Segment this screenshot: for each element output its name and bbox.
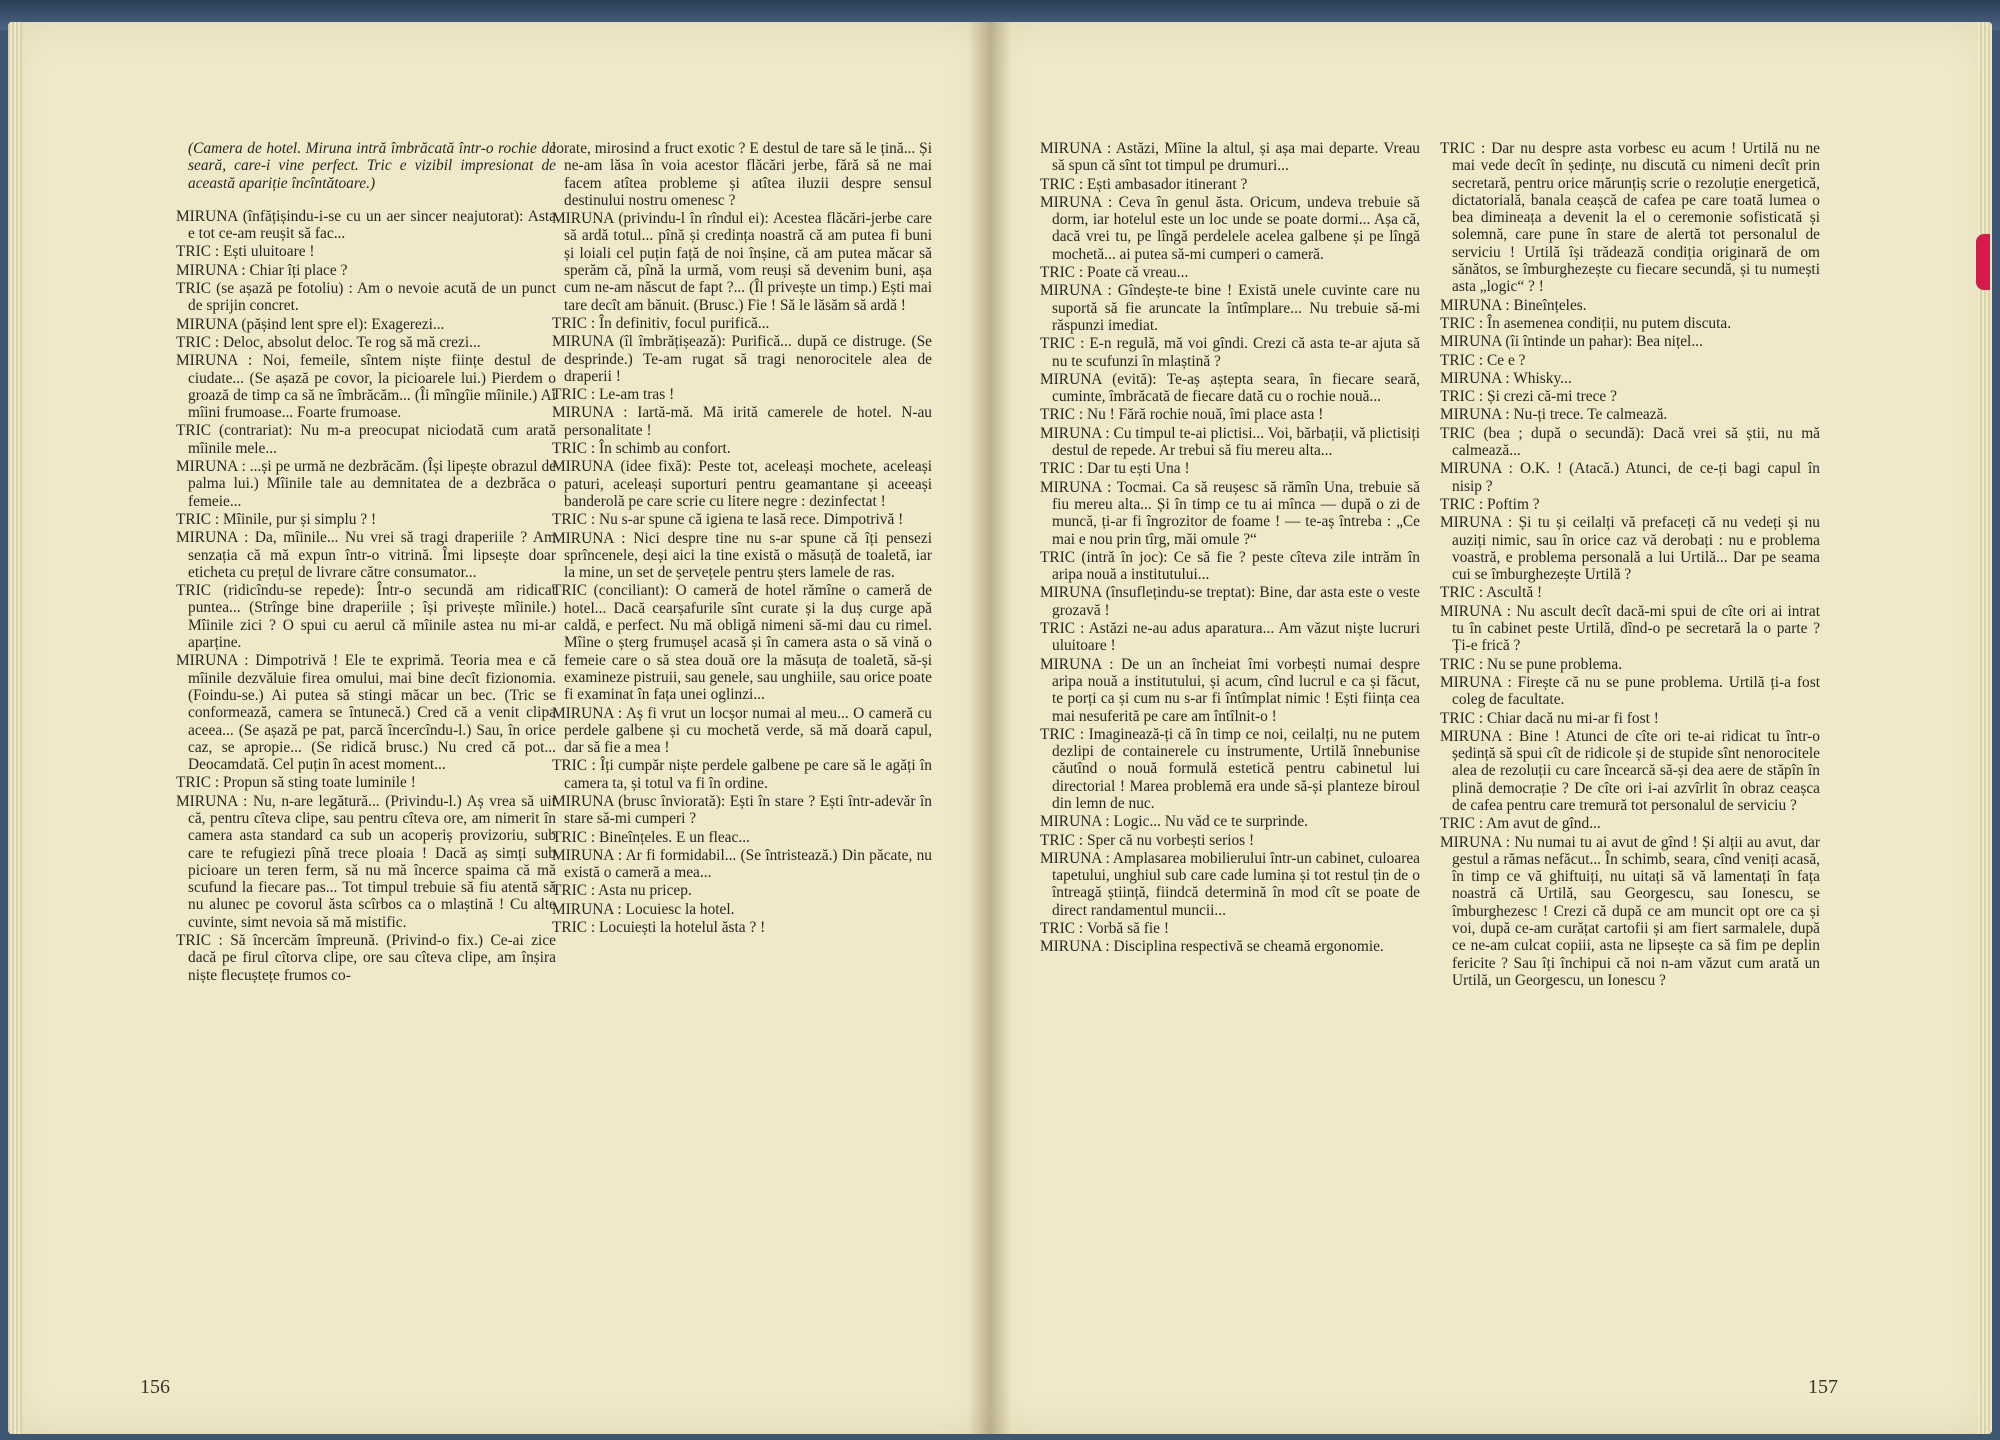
dialogue-paragraph: MIRUNA (privindu-l în rîndul ei): Acestea flăcări-jerbe care să ardă totul... pînă și credința noastră că am putea fi buni și loiali cel puțin față de noi înșine, că am putea măcar să sperăm că, pînă la urmă, vom reuși să devenim buni, așa cum ne-am născut de fapt ?... (Îl privește un timp.) Ești mai tare decît am bănuit. (Brusc.) Fie ! Să le lăsăm să ardă ! — [552, 210, 932, 314]
dialogue-paragraph: TRIC : Nu s-ar spune că igiena te lasă rece. Dimpotrivă ! — [552, 511, 904, 529]
dialogue-paragraph: MIRUNA (brusc înviorată): Ești în stare ? Ești într-adevăr în stare să-mi cumperi ? — [552, 792, 932, 828]
dialogue-paragraph: TRIC : Ce e ? — [1440, 351, 1526, 369]
dialogue-paragraph: TRIC : Ești ambasador itinerant ? — [1040, 175, 1248, 193]
gutter-shadow — [990, 22, 1012, 1434]
text-column — [1040, 140, 1420, 957]
dialogue-paragraph: MIRUNA : Nu, n-are legătură... (Privindu-l.) Aș vrea să uit că, pentru cîteva clipe, sau pentru cîteva ore, am nimerit în camera asta standard ca sub un acoperiș provizoriu, sub care te refugiezi pînă trece ploaia ! Dacă aș simți sub picioare un teren ferm, să nu mă încerce spaima că mă scufund la fiecare pas... Tot timpul trebuie să fiu atentă să nu alunec pe covorul ăsta scîrbos ca o mlaștină ! Cu alte cuvinte, simt nevoia să mă mistific. — [176, 792, 556, 931]
dialogue-paragraph: MIRUNA : Ceva în genul ăsta. Oricum, undeva trebuie să dorm, iar hotelul este un loc unde se poate dormi... Așa că, dacă vrei tu, pe lîngă perdelele acelea galbene și pe lîngă mochetă... ai putea să-mi cumperi o cameră. — [1040, 193, 1420, 263]
dialogue-paragraph: TRIC : Locuiești la hotelul ăsta ? ! — [552, 919, 766, 937]
dialogue-paragraph: TRIC : Le-am tras ! — [552, 386, 675, 404]
right-page — [990, 22, 1992, 1434]
dialogue-paragraph: MIRUNA : Amplasarea mobilierului într-un cabinet, culoarea tapetului, unghiul sub care cade lumina și tot restul țin de o întreagă știință, fiindcă determină în mod cît se poate de direct randamentul muncii... — [1040, 849, 1420, 919]
dialogue-paragraph: TRIC : Deloc, absolut deloc. Te rog să mă crezi... — [176, 333, 481, 351]
dialogue-paragraph: TRIC : Sper că nu vorbești serios ! — [1040, 831, 1255, 849]
dialogue-paragraph: TRIC (conciliant): O cameră de hotel rămîne o cameră de hotel... Dacă cearșafurile sînt curate și la duș curge apă caldă, e perfect. Nu mă obligă nimeni să-mi dau cu rimel. Mîine o șterg frumușel acasă și în camera asta o să vină o femeie care o să stea două ore la măsuța de toaletă, să-și examineze pistruii, sau genele, sau unghiile, sau orice poate fi examinat în fața unei oglinzi... — [552, 582, 932, 704]
dialogue-paragraph: TRIC : Asta nu pricep. — [552, 882, 692, 900]
dialogue-paragraph: TRIC : Astăzi ne-au adus aparatura... Am văzut niște lucruri uluitoare ! — [1040, 620, 1420, 655]
dialogue-paragraph: MIRUNA : Nu numai tu ai avut de gînd ! Și alții au avut, dar gestul a rămas nefăcut... În schimb, seara, cînd veniți acasă, în timp ce vă ghiftuiți, nu uitați să vă lamentați în fața noastră că Urtilă, sau Georgescu, sau Ionescu, se îmburghezesc ! Crezi că după ce am muncit opt ore ca și voi, după ce-am curățat cartofii și am fiert sarmalele, după ce ne-am culcat copiii, asta ne lipsește ca să fim pe deplin fericite ? Sau îți închipui că noi n-am văzut cum arată un Urtilă, un Georgescu, un Ionescu ? — [1440, 833, 1820, 989]
text-column — [1440, 140, 1820, 990]
dialogue-paragraph: MIRUNA : Disciplina respectivă se cheamă ergonomie. — [1040, 938, 1384, 956]
dialogue-paragraph: MIRUNA (înfățișindu-i-se cu un aer sincer neajutorat): Asta e tot ce-am reușit să fac... — [176, 207, 556, 243]
dialogue-paragraph: MIRUNA (îi întinde un pahar): Bea nițel... — [1440, 333, 1703, 351]
dialogue-paragraph: MIRUNA : Iartă-mă. Mă irită camerele de hotel. N-au personalitate ! — [552, 404, 932, 439]
dialogue-paragraph: MIRUNA : Da, mîinile... Nu vrei să tragi draperiile ? Am senzația că mă expun într-o vitrină. Îmi lipsește doar eticheta cu prețul de livrare către consumator... — [176, 529, 556, 581]
dialogue-paragraph: MIRUNA : Și tu și ceilalți vă prefaceți că nu vedeți și nu auziți nimic, sau în orice caz vă derobați : nu e problema voastră, e problema personală a lui Urtilă... Dar pe seama cui se îmburghezește Urtilă ? — [1440, 514, 1820, 584]
dialogue-paragraph: MIRUNA : Nici despre tine nu s-ar spune că îți pensezi sprîncenele, deși aici la tine există o măsuță de toaletă, iar la mine, un set de șervețele pentru șters lamele de ras. — [552, 529, 932, 582]
dialogue-paragraph: MIRUNA : Firește că nu se pune problema. Urtilă ți-a fost coleg de facultate. — [1440, 673, 1820, 709]
dialogue-paragraph: lorate, mirosind a fruct exotic ? E destul de tare să le țină... Și ne-am lăsa în voia acestor flăcări jerbe, fără să ne mai facem atîtea probleme și atîtea iluzii despre sensul destinului nostru omenesc ? — [552, 140, 932, 209]
dialogue-paragraph: TRIC : Mîinile, pur și simplu ? ! — [176, 510, 377, 528]
dialogue-paragraph: MIRUNA : Ar fi formidabil... (Se întristează.) Din păcate, nu există o cameră a mea... — [552, 846, 932, 882]
dialogue-paragraph: MIRUNA : Nu ascult decît dacă-mi spui de cîte ori ai intrat tu în cabinet peste Urtilă, dînd-o pe secretară la o parte ? Ți-e frică ? — [1440, 602, 1820, 655]
dialogue-paragraph: MIRUNA : ...și pe urmă ne dezbrăcăm. (Își lipește obrazul de palma lui.) Mîinile tale au demnitatea de a dezbrăca o femeie... — [176, 458, 556, 510]
dialogue-paragraph: MIRUNA : Noi, femeile, sîntem niște ființe destul de ciudate... (Se așază pe covor, la picioarele lui.) Pierdem o groază de timp ca să ne îmbrăcăm... (Îi mîngîie mîinile.) Ai mîini frumoase... Foarte frumoase. — [176, 352, 556, 422]
dialogue-paragraph: TRIC : Ascultă ! — [1440, 584, 1543, 602]
dialogue-paragraph: MIRUNA : De un an încheiat îmi vorbești numai despre aripa nouă a institutului, și acum, cînd lucrul e ca și făcut, te porți ca și cum nu s-ar fi întîmplat nimic ! Ești ființa cea mai nesuferită pe care am întîlnit-o ! — [1040, 655, 1420, 725]
dialogue-paragraph: MIRUNA : Bine ! Atunci de cîte ori te-ai ridicat tu într-o ședință să spui cît de ridicole și de stupide sînt nenorocitele alea de rezoluții cu care încearcă să-și dea aere de stăpîn în plină democrație ? De cîte ori i-ai azvîrlit în obraz ceașca de cafea pentru care tremură tot personalul de serviciu ? — [1440, 727, 1820, 814]
dialogue-paragraph: MIRUNA (idee fixă): Peste tot, aceleași mochete, aceleași paturi, aceleași suporturi pentru geamantane și aceeași banderolă pe care scrie cu litere negre : dezinfectat ! — [552, 458, 932, 510]
dialogue-paragraph: TRIC : Îți cumpăr niște perdele galbene pe care să le agăți în camera ta, și totul va fi în ordine. — [552, 757, 932, 792]
dialogue-paragraph: TRIC (contrariat): Nu m-a preocupat niciodată cum arată mîinile mele... — [176, 422, 556, 457]
dialogue-paragraph: MIRUNA (îl îmbrățișează): Purifică... după ce distruge. (Se desprinde.) Te-am rugat să tragi nenorocitele alea de draperii ! — [552, 333, 932, 385]
page-number: 157 — [1808, 1376, 1838, 1398]
dialogue-paragraph: TRIC : Bineînțeles. E un fleac... — [552, 828, 750, 846]
dialogue-paragraph: TRIC : În definitiv, focul purifică... — [552, 314, 770, 332]
dialogue-paragraph: MIRUNA : Tocmai. Ca să reușesc să rămîn Una, trebuie să fiu mereu alta... Și în timp ce tu ai mînca — după o zi de muncă, ți-ar fi îngrozitor de foame ! — te-aș întreba : „Ce mai e nou prin tîrg, măi omule ?“ — [1040, 478, 1420, 548]
dialogue-paragraph: TRIC : Dar tu ești Una ! — [1040, 460, 1190, 478]
dialogue-paragraph: TRIC : Nu ! Fără rochie nouă, îmi place asta ! — [1040, 406, 1324, 424]
dialogue-paragraph: MIRUNA : Aș fi vrut un locșor numai al meu... O cameră cu perdele galbene și cu mochetă verde, să mă doară capul, dar să fie a mea ! — [552, 704, 932, 757]
dialogue-paragraph: TRIC : Poftim ? — [1440, 495, 1540, 513]
dialogue-paragraph: MIRUNA : Whisky... — [1440, 369, 1572, 387]
text-column — [176, 140, 556, 985]
page-number: 156 — [140, 1376, 170, 1398]
dialogue-paragraph: MIRUNA : Gîndește-te bine ! Există unele cuvinte care nu suportă să fie aruncate la întîmplare... Nu trebuie să-mi răspunzi imediat. — [1040, 282, 1420, 334]
dialogue-paragraph: TRIC : E-n regulă, mă voi gîndi. Crezi că asta te-ar ajuta să nu te scufunzi în mlaștină ? — [1040, 335, 1420, 370]
left-page — [8, 22, 990, 1434]
bookmark-tab — [1976, 234, 1990, 290]
page-edge — [8, 22, 22, 1434]
dialogue-paragraph: MIRUNA : Bineînțeles. — [1440, 296, 1587, 314]
dialogue-paragraph: TRIC (ridicîndu-se repede): Într-o secundă am ridicat puntea... (Strînge bine draperiile ; își privește mîinile.) Mîinile zici ? O spui cu aerul că mîinile astea nu mi-ar aparține. — [176, 582, 556, 652]
dialogue-paragraph: MIRUNA : Astăzi, Mîine la altul, și așa mai departe. Vreau să spun că sînt tot timpul pe drumuri... — [1040, 140, 1420, 175]
dialogue-paragraph: TRIC : Am avut de gînd... — [1440, 815, 1601, 833]
dialogue-paragraph: TRIC : Să încercăm împreună. (Privind-o fix.) Ce-ai zice dacă pe firul cîtorva clipe, ore sau cîteva clipe, am înșira niște flecuștețe frumos co- — [176, 932, 556, 984]
dialogue-paragraph: (Camera de hotel. Miruna intră îmbrăcată într-o rochie de seară, care-i vine perfect. Tric e vizibil impresionat de această apariție încîntătoare.) — [188, 140, 556, 192]
dialogue-paragraph: MIRUNA (pășind lent spre el): Exagerezi... — [176, 315, 445, 333]
dialogue-paragraph: TRIC : Imaginează-ți că în timp ce noi, ceilalți, nu ne putem dezlipi de containerele cu instrumente, Urtilă înnebunise căutînd o nouă formulă estetică pentru cabinetul lui directorial ! Marea problemă era unde să-și planteze biroul din lemn de nuc. — [1040, 725, 1420, 812]
dialogue-paragraph: TRIC : Poate că vreau... — [1040, 264, 1189, 282]
dialogue-paragraph: TRIC (se așază pe fotoliu) : Am o nevoie acută de un punct de sprijin concret. — [176, 280, 556, 315]
dialogue-paragraph: TRIC : Propun să sting toate luminile ! — [176, 774, 416, 792]
dialogue-paragraph: TRIC : Chiar dacă nu mi-ar fi fost ! — [1440, 709, 1659, 727]
dialogue-paragraph: TRIC : Ești uluitoare ! — [176, 243, 315, 261]
dialogue-paragraph: MIRUNA : Nu-ți trece. Te calmează. — [1440, 406, 1668, 424]
dialogue-paragraph: TRIC : Vorbă să fie ! — [1040, 920, 1169, 938]
dialogue-paragraph: TRIC (bea ; după o secundă): Dacă vrei să știi, nu mă calmează... — [1440, 424, 1820, 460]
dialogue-paragraph: TRIC : Dar nu despre asta vorbesc eu acum ! Urtilă nu ne mai vede decît în ședințe, nu discută cu nimeni decît prin secretară, pentru orice mărunțiș scrie o rezoluție energetică, dictatorială, banala ceașcă de cafea pe care toată lumea o bea dimineața a devenit la el o ceremonie sofisticată și solemnă, care pune în stare de alertă tot personalul de serviciu ! Urtilă își trădează condiția originară de om sănătos, se îmburghezește cu fiecare secundă, și tu numești asta „logic“ ? ! — [1440, 140, 1820, 296]
dialogue-paragraph: TRIC : În schimb au confort. — [552, 440, 731, 458]
dialogue-paragraph: TRIC : Nu se pune problema. — [1440, 655, 1623, 673]
dialogue-paragraph: MIRUNA : Locuiesc la hotel. — [552, 900, 735, 918]
dialogue-paragraph: MIRUNA : Cu timpul te-ai plictisi... Voi, bărbații, vă plictisiți destul de repede. Ar trebui să fiu mereu alta... — [1040, 424, 1420, 460]
text-column — [552, 140, 932, 937]
dialogue-paragraph: MIRUNA : Chiar îți place ? — [176, 261, 348, 279]
dialogue-paragraph: TRIC (intră în joc): Ce să fie ? peste cîteva zile intrăm în aripa nouă a institutului... — [1040, 548, 1420, 584]
dialogue-paragraph: TRIC : Și crezi că-mi trece ? — [1440, 388, 1617, 406]
dialogue-paragraph: MIRUNA : Dimpotrivă ! Ele te exprimă. Teoria mea e că mîinile dezvăluie firea omului, mai bine decît fizionomia. (Foindu-se.) Ai putea să stingi măcar un bec. (Tric se conformează, camera se întunecă.) Cred că a venit clipa aceea... (Se așază pe pat, parcă încercîndu-l.) Sau, în orice caz, se apropie... (Se ridică brusc.) Nu cred că pot... Deocamdată. Cel puțin în acest moment... — [176, 652, 556, 774]
dialogue-paragraph: MIRUNA (evită): Te-aș aștepta seara, în fiecare seară, cuminte, îmbrăcată de fiecare dată cu o rochie nouă... — [1040, 370, 1420, 406]
dialogue-paragraph: MIRUNA : Logic... Nu văd ce te surprinde. — [1040, 813, 1308, 831]
gutter-shadow — [968, 22, 990, 1434]
dialogue-paragraph: TRIC : În asemenea condiții, nu putem discuta. — [1440, 314, 1732, 332]
dialogue-paragraph: MIRUNA : O.K. ! (Atacă.) Atunci, de ce-ți bagi capul în nisip ? — [1440, 460, 1820, 495]
dialogue-paragraph: MIRUNA (însuflețindu-se treptat): Bine, dar asta este o veste grozavă ! — [1040, 584, 1420, 619]
